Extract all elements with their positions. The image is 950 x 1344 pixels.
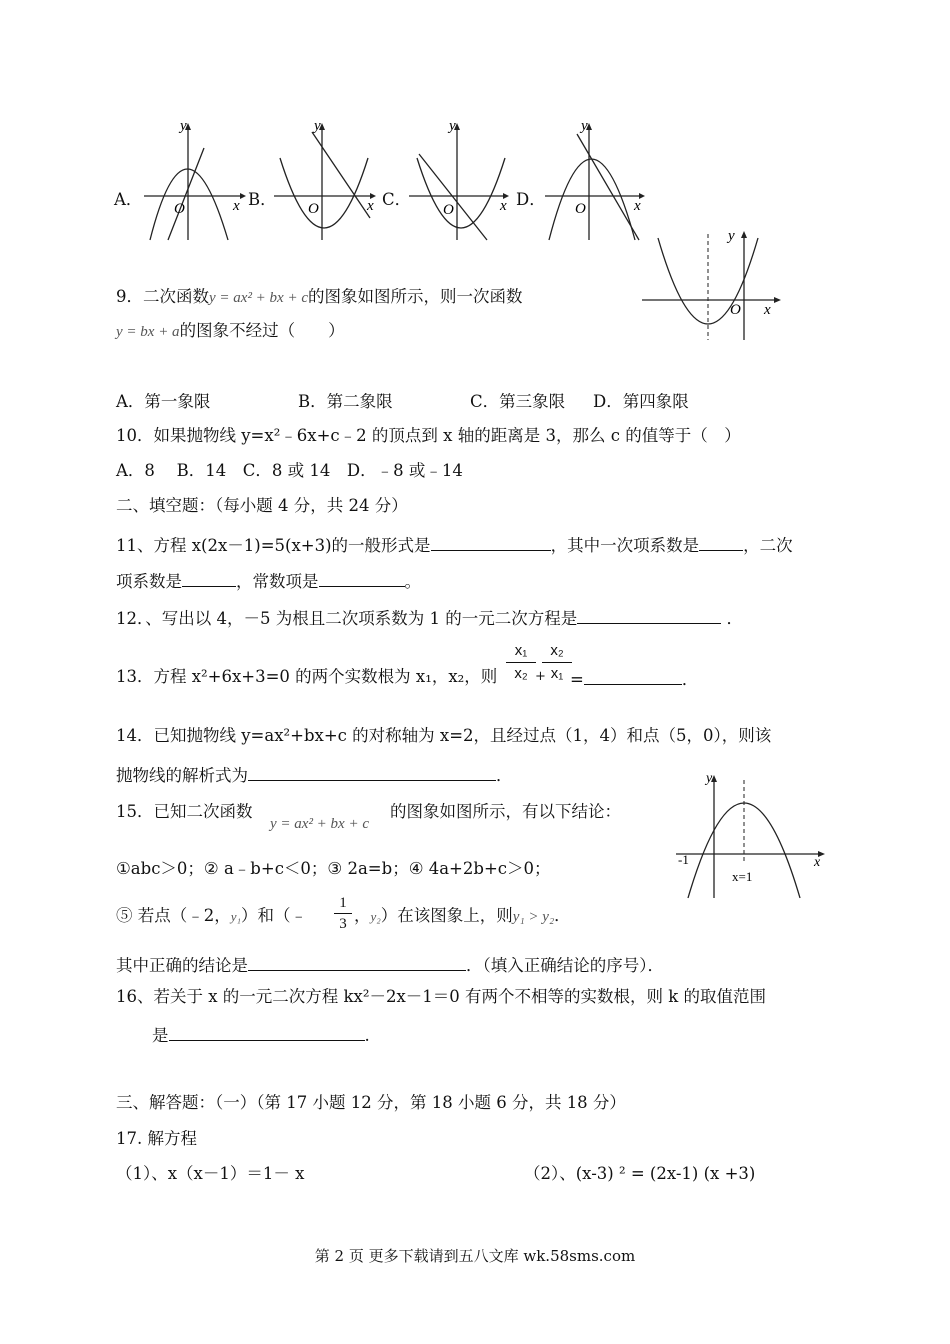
- q11-blank-quadratic-coef[interactable]: [182, 568, 236, 587]
- q13-frac2-den: x₁: [550, 665, 564, 682]
- q14-blank-expression[interactable]: [248, 762, 496, 781]
- q16-line2: 是 .: [152, 1022, 370, 1047]
- q8c-x-label: x: [500, 198, 507, 214]
- q9-origin-label: O: [730, 302, 741, 318]
- q15-frac-num: 1: [334, 893, 352, 914]
- q13-frac1-den: x₂: [514, 665, 528, 682]
- q13-frac2-num: x₂: [542, 640, 572, 663]
- q8a-origin-label: O: [174, 201, 185, 217]
- q9-quadratic-formula: y = ax² + bx + c: [209, 290, 308, 306]
- q8c-origin-label: O: [443, 202, 454, 218]
- q8-option-d-label: D．: [516, 190, 546, 209]
- q9-graph: [640, 226, 786, 342]
- q8-graph-c: [407, 118, 517, 244]
- q8a-x-label: x: [233, 198, 240, 214]
- q8-graph-b: [272, 118, 382, 244]
- q16-blank-range[interactable]: [169, 1022, 365, 1041]
- q15-blank-answer[interactable]: [248, 952, 466, 971]
- page-footer: 第 2 页 更多下载请到五八文库 wk.58sms.com: [314, 1247, 636, 1265]
- q8b-origin-label: O: [308, 201, 319, 217]
- q15-fraction: [334, 893, 352, 934]
- q15-y-label: y: [706, 771, 713, 786]
- q8a-y-label: y: [180, 118, 187, 134]
- q8d-y-label: y: [581, 118, 588, 134]
- q17-sub2: （2）、(x-3) ² = (2x-1) (x +3): [524, 1164, 756, 1183]
- q14-line1: 14．已知抛物线 y=ax²+bx+c 的对称轴为 x=2，且经过点（1，4）和点（5，0），则该: [116, 726, 772, 745]
- q15-line1: 15．已知二次函数: [116, 802, 253, 821]
- section-2-heading: 二、填空题：（每小题 4 分，共 24 分）: [116, 496, 408, 515]
- q17-sub1: （1）、x（x－1）＝1－ x: [116, 1164, 305, 1183]
- q9-line1: 9．二次函数y = ax² + bx + c的图象如图所示，则一次函数: [116, 287, 523, 306]
- q12-line: 12．、写出以 4，－5 为根且二次项系数为 1 的一元二次方程是 ．: [116, 605, 743, 630]
- q15-formula: y = ax² + bx + c: [270, 816, 369, 832]
- section-3-heading: 三、解答题：（一）（第 17 小题 12 分，第 18 小题 6 分，共 18 分）: [116, 1093, 626, 1112]
- q13-frac1-num: x₁: [506, 640, 536, 663]
- q9-option-a: A．第一象限: [116, 392, 211, 411]
- q15-graph: [672, 768, 830, 902]
- q10-options: A．8 B．14 C．8 或 14 D．﹣8 或﹣14: [116, 461, 463, 480]
- q8-graph-a: [142, 118, 252, 244]
- q9-option-d: D．第四象限: [593, 392, 689, 411]
- q15-frac-den: 3: [339, 916, 347, 932]
- q15-conclusion-5-rest: ，y₂）在该图象上，则y₁ > y₂．: [354, 906, 571, 925]
- q8-option-b-label: B．: [248, 190, 277, 209]
- q13-line: 13．方程 x²+6x+3=0 的两个实数根为 x₁，x₂，则: [116, 667, 498, 686]
- q8-option-a-label: A．: [114, 190, 143, 209]
- q9-linear-formula: y = bx + a: [116, 324, 180, 340]
- q8-graph-d: [543, 118, 653, 244]
- q8b-y-label: y: [314, 118, 321, 134]
- q11-blank-general-form[interactable]: [431, 532, 551, 551]
- q11-blank-constant[interactable]: [319, 568, 405, 587]
- q13-plus: +: [535, 669, 546, 684]
- q15-x-label: x: [814, 855, 821, 870]
- q13-fraction-2: [542, 640, 572, 685]
- q11-blank-linear-coef[interactable]: [699, 532, 743, 551]
- q13-answer: = ．: [570, 666, 698, 691]
- q9-option-b: B．第二象限: [298, 392, 393, 411]
- q9-y-label: y: [728, 228, 735, 244]
- q14-line2: 抛物线的解析式为 ．: [116, 762, 513, 787]
- q8d-origin-label: O: [575, 201, 586, 217]
- q10-question: 10．如果抛物线 y=x²﹣6x+c﹣2 的顶点到 x 轴的距离是 3，那么 c 的值等于（ ）: [116, 426, 741, 445]
- q8-option-c-label: C．: [382, 190, 412, 209]
- q9-line2: y = bx + a的图象不经过（ ）: [116, 321, 345, 340]
- q11-line1: 11、方程 x(2x－1)=5(x+3)的一般形式是 ，其中一次项系数是 ，二次: [116, 532, 793, 557]
- q15-answer-line: 其中正确的结论是 ．（填入正确结论的序号）．: [116, 952, 664, 977]
- q9-x-label: x: [764, 302, 771, 318]
- q12-blank-equation[interactable]: [577, 605, 721, 624]
- q16-line1: 16、若关于 x 的一元二次方程 kx²－2x－1＝0 有两个不相等的实数根，则 k 的取值范围: [116, 987, 766, 1006]
- q9-option-c: C．第三象限: [470, 392, 566, 411]
- q15-conclusion-5: ⑤ 若点（﹣2，y₁）和（﹣: [116, 906, 308, 925]
- q15-line1-post: 的图象如图所示，有以下结论：: [390, 802, 621, 821]
- q15-minus-one-label: -1: [678, 852, 689, 867]
- q8c-y-label: y: [449, 118, 456, 134]
- q13-fraction-1: [506, 640, 536, 685]
- q17-title: 17. 解方程: [116, 1129, 197, 1148]
- q13-blank-value[interactable]: [584, 666, 682, 685]
- q11-line2: 项系数是 ，常数项是 。: [116, 568, 421, 593]
- q8b-x-label: x: [367, 198, 374, 214]
- q8d-x-label: x: [634, 198, 641, 214]
- q15-conclusions: ①abc＞0；② a﹣b+c＜0；③ 2a=b；④ 4a+2b+c＞0；: [116, 859, 551, 878]
- q15-axis-label: x=1: [732, 869, 753, 884]
